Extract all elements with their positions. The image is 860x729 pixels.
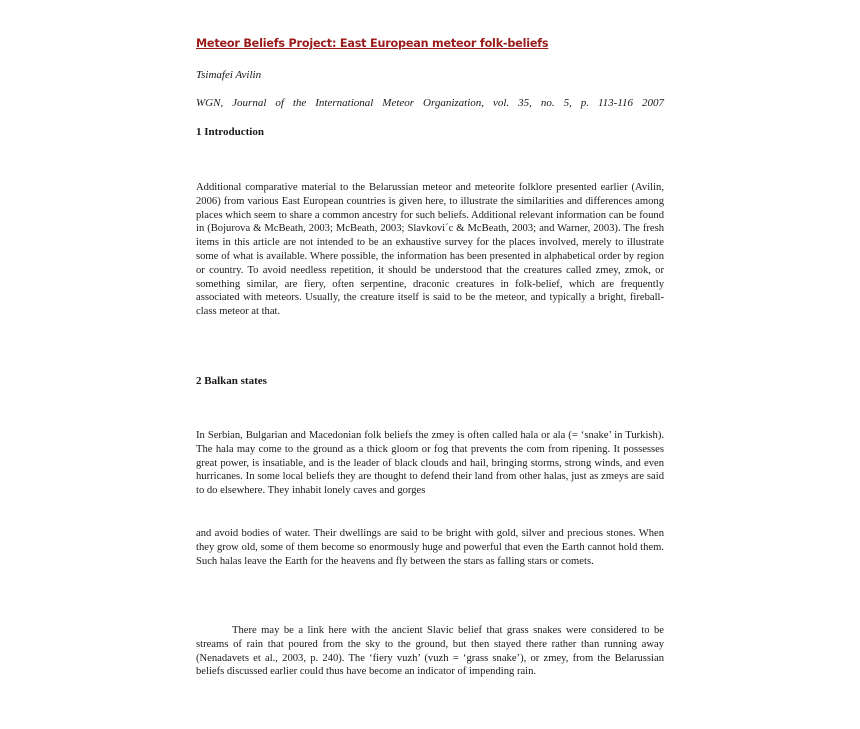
introduction-paragraph: Additional comparative material to the Belarussian meteor and meteorite folklore presented earlier (Avilin, 2006) from various East European countries is given here, to illustrate the similarities and differences among places which seem to share a common ancestry for such beliefs. Additional relevant information can be found in (Bojurova & McBeath, 2003; McBeath, 2003; Slavkovi´c & McBeath, 2003; and Warner, 2003). The fresh items in this article are not intended to be an exhaustive survey for the places involved, merely to illustrate some of what is available. Where possible, the information has been presented in alphabetical order by region or country. To avoid needless repetition, it should be understood that the creatures called zmey, zmok, or something similar, are fiery, often serpentine, draconic creatures in folk-belief, which are frequently associated with meteors. Usually, the creature itself is said to be the meteor, and typically a bright, fireball-class meteor at that. [196, 182, 664, 318]
journal-citation: WGN, Journal of the International Meteor Organization, vol. 35, no. 5, p. 113-116 2007 [196, 97, 664, 109]
document-title: Meteor Beliefs Project: East European meteor folk-beliefs [196, 37, 549, 50]
balkan-paragraph-1: In Serbian, Bulgarian and Macedonian folk beliefs the zmey is often called hala or ala (= ‘snake’ in Turkish). The hala may come to the ground as a thick gloom or fog that prevents the com from ripening. It possesses great power, is insatiable, and is the leader of black clouds and hail, bringing storms, strong winds, and even hurricanes. In some local beliefs they are thought to defend their land from other halas, just as zmeys are said to do elsewhere. They inhabit lonely caves and gorges [196, 430, 664, 497]
section-heading-balkan-states: 2 Balkan states [196, 375, 267, 387]
section-heading-introduction: 1 Introduction [196, 126, 264, 138]
balkan-paragraph-2: and avoid bodies of water. Their dwellings are said to be bright with gold, silver and precious stones. When they grow old, some of them become so enormously huge and powerful that even the Earth cannot hold them. Such halas leave the Earth for the heavens and fly between the stars as falling stars or comets. [196, 528, 664, 567]
author-name: Tsimafei Avilin [196, 69, 262, 81]
balkan-paragraph-3: There may be a link here with the ancient Slavic belief that grass snakes were considered to be streams of rain that poured from the sky to the ground, but then stayed there rather than running away (Nenadavets et al., 2003, p. 240). The ‘fiery vuzh’ (vuzh = ‘grass snake’), or zmey, from the Belarussian beliefs discussed earlier could thus have become an indicator of impending rain. [196, 625, 664, 678]
